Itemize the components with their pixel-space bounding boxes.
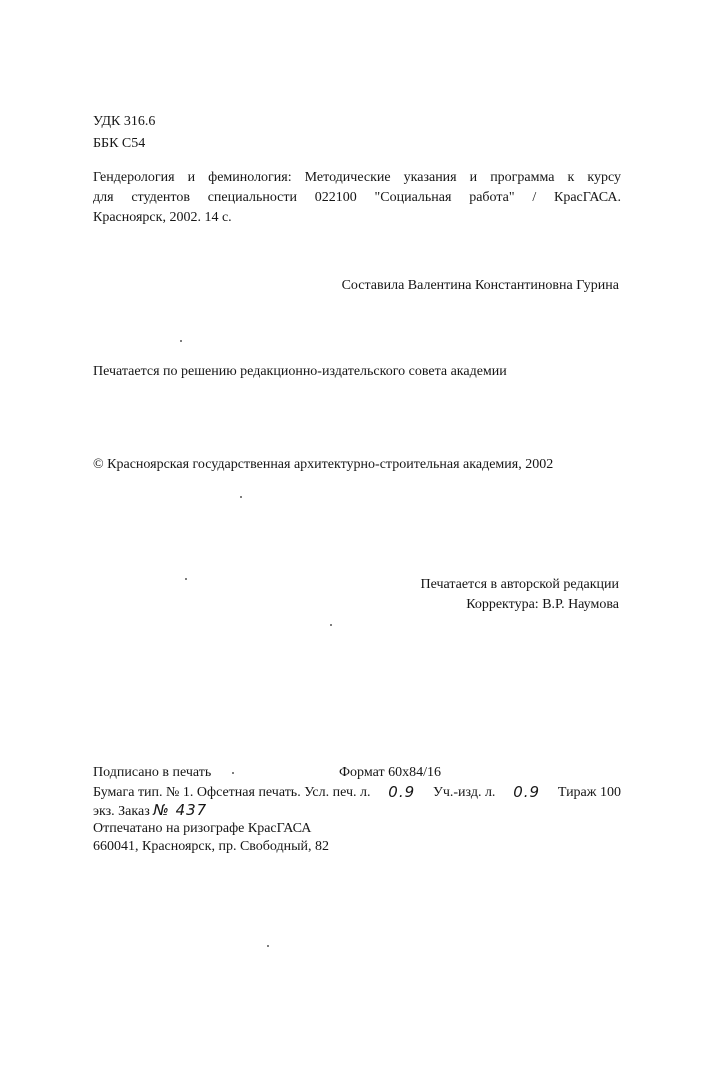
scan-speck [232, 772, 234, 774]
imprint-publishing-label: Уч.-изд. л. [432, 785, 496, 800]
udk-code: УДК 316.6 [93, 114, 156, 129]
imprint-publishing-sheets: 0.9 [513, 783, 541, 801]
scan-speck [267, 945, 269, 947]
bbk-code: ББК С54 [93, 136, 146, 151]
imprint-circulation: Тираж 100 [557, 785, 621, 800]
scan-speck [180, 340, 182, 342]
bibliographic-description [93, 168, 621, 228]
imprint-print-sheets: 0.9 [388, 783, 416, 801]
description-line-1: Гендерология и феминология: Методические указания и программа к курсу [93, 170, 621, 185]
imprint-order-label: экз. Заказ [93, 804, 150, 819]
compiler-line: Составила Валентина Константиновна Гурина [341, 278, 619, 293]
scan-speck [240, 496, 242, 498]
copyright-line: © Красноярская государственная архитектурно-строительная академия, 2002 [93, 457, 554, 472]
edition-note: Печатается в авторской редакции [420, 577, 619, 592]
description-line-3: Красноярск, 2002. 14 с. [93, 210, 232, 225]
description-line-2: для студентов специальности 022100 "Социальная работа" / КрасГАСА. [93, 190, 621, 205]
proofreading-line: Корректура: В.Р. Наумова [466, 597, 619, 612]
imprint-paper-line [93, 784, 621, 801]
imprint-order-line [93, 802, 207, 820]
imprint-printed-at: Отпечатано на ризографе КрасГАСА [93, 821, 312, 836]
scan-speck [185, 578, 187, 580]
imprint-paper: Бумага тип. № 1. Офсетная печать. Усл. печ. л. [93, 785, 371, 800]
approval-line: Печатается по решению редакционно-издательского совета академии [93, 364, 507, 379]
imprint-format: Формат 60х84/16 [339, 765, 441, 780]
imprint-signed: Подписано в печать [93, 765, 212, 780]
imprint-order-number: № 437 [153, 801, 208, 819]
imprint-address: 660041, Красноярск, пр. Свободный, 82 [93, 839, 330, 854]
scan-speck [330, 624, 332, 626]
